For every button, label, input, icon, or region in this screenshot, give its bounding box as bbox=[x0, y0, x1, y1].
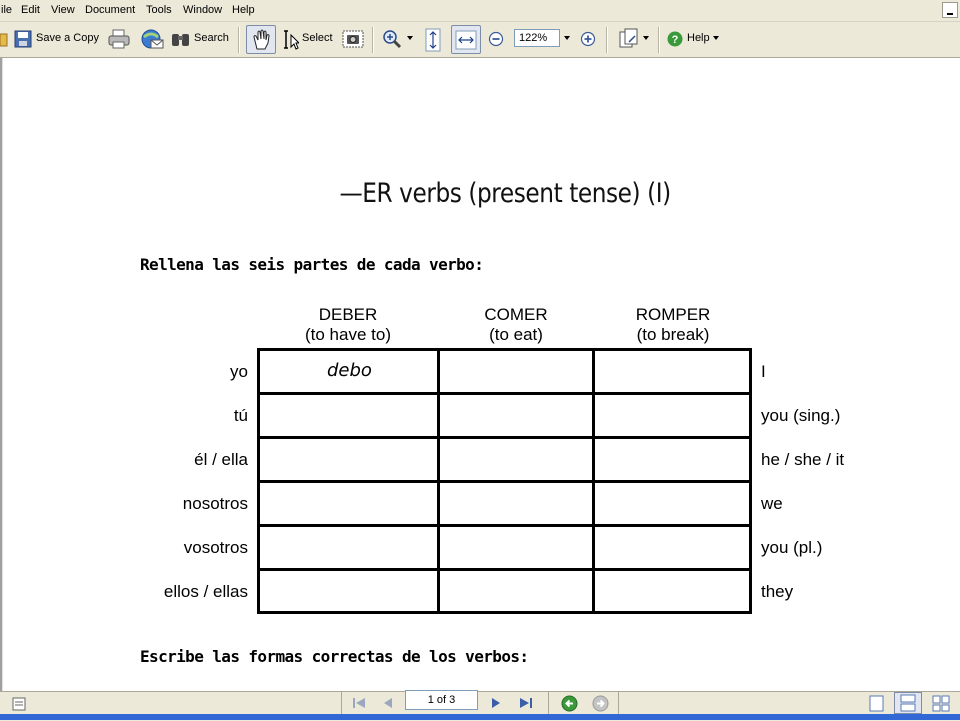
rotate-dropdown-icon[interactable] bbox=[643, 36, 649, 40]
menu-file[interactable]: ile bbox=[1, 4, 13, 16]
menu-bar bbox=[0, 0, 960, 22]
row-label-en: you (pl.) bbox=[761, 538, 823, 557]
row-label-en: they bbox=[761, 582, 794, 601]
conjugation-table bbox=[257, 348, 752, 614]
zoom-out-icon[interactable] bbox=[488, 31, 504, 47]
svg-text:?: ? bbox=[671, 34, 679, 46]
row-label-en: you (sing.) bbox=[761, 406, 841, 425]
binoculars-icon bbox=[171, 30, 191, 48]
column-meaning: (to break) bbox=[636, 325, 710, 344]
next-page-icon[interactable] bbox=[489, 695, 503, 711]
open-folder-icon[interactable] bbox=[0, 30, 8, 48]
row-label-es: él / ella bbox=[194, 450, 248, 469]
help-dropdown-icon[interactable] bbox=[713, 36, 719, 40]
continuous-view-icon bbox=[900, 694, 916, 712]
menu-edit[interactable]: Edit bbox=[21, 4, 40, 16]
column-meaning: (to eat) bbox=[489, 325, 543, 344]
save-copy-button[interactable]: Save a Copy bbox=[36, 32, 99, 44]
zoom-in-tool-icon[interactable] bbox=[382, 29, 402, 49]
column-header-comer bbox=[431, 305, 601, 345]
email-icon[interactable] bbox=[140, 28, 164, 50]
go-forward-icon[interactable] bbox=[592, 695, 609, 712]
minimize-button[interactable] bbox=[942, 2, 958, 18]
row-label-es: tú bbox=[233, 406, 248, 425]
zoom-dropdown-icon[interactable] bbox=[564, 36, 570, 40]
instruction-correct-forms: Escribe las formas correctas de los verbos: bbox=[140, 647, 529, 666]
snapshot-camera-icon[interactable] bbox=[342, 30, 364, 48]
row-label-es: yo bbox=[230, 362, 248, 381]
fit-width-icon bbox=[455, 29, 477, 51]
column-header-romper bbox=[588, 305, 758, 345]
column-verb: COMER bbox=[484, 305, 548, 324]
column-header-deber bbox=[263, 305, 433, 345]
row-label-es: ellos / ellas bbox=[163, 582, 248, 601]
search-button[interactable]: Search bbox=[194, 32, 229, 44]
select-tool-button[interactable]: Select bbox=[302, 32, 333, 44]
single-page-view-icon[interactable] bbox=[869, 695, 884, 712]
windows-taskbar bbox=[0, 714, 960, 720]
document-title: —ER verbs (present tense) (I) bbox=[339, 178, 671, 209]
row-label-en: I bbox=[761, 362, 766, 381]
zoom-tool-dropdown-icon[interactable] bbox=[407, 36, 413, 40]
table-cell-deber-yo: debo bbox=[327, 360, 372, 381]
menu-view[interactable]: View bbox=[51, 4, 75, 16]
help-button[interactable]: Help bbox=[687, 32, 710, 44]
last-page-icon[interactable] bbox=[518, 695, 534, 711]
save-copy-icon bbox=[14, 30, 32, 48]
help-icon bbox=[667, 31, 683, 47]
toolbar bbox=[0, 22, 960, 58]
text-select-icon bbox=[281, 29, 299, 51]
go-back-icon[interactable] bbox=[561, 695, 578, 712]
zoom-in-icon[interactable] bbox=[580, 31, 596, 47]
menu-help[interactable]: Help bbox=[232, 4, 255, 16]
column-verb: DEBER bbox=[318, 305, 378, 324]
row-label-es: vosotros bbox=[183, 538, 248, 557]
row-label-en: he / she / it bbox=[761, 450, 845, 469]
page-number-input[interactable]: 1 of 3 bbox=[405, 690, 478, 710]
fit-page-icon[interactable] bbox=[424, 28, 442, 52]
row-label-en: we bbox=[761, 494, 783, 513]
rotate-pages-icon[interactable] bbox=[618, 28, 640, 50]
facing-pages-view-icon[interactable] bbox=[932, 695, 950, 712]
instruction-fill-parts: Rellena las seis partes de cada verbo: bbox=[140, 255, 484, 274]
row-label-es: nosotros bbox=[182, 494, 248, 513]
column-verb: ROMPER bbox=[635, 305, 711, 324]
page-layout-icon[interactable] bbox=[12, 697, 26, 711]
first-page-icon[interactable] bbox=[351, 695, 367, 711]
print-icon[interactable] bbox=[108, 29, 130, 49]
zoom-level-input[interactable]: 122% bbox=[514, 29, 560, 47]
column-meaning: (to have to) bbox=[305, 325, 391, 344]
hand-icon bbox=[251, 29, 271, 51]
previous-page-icon[interactable] bbox=[381, 695, 395, 711]
menu-window[interactable]: Window bbox=[183, 4, 223, 16]
menu-document[interactable]: Document bbox=[85, 4, 136, 16]
menu-tools[interactable]: Tools bbox=[146, 4, 172, 16]
